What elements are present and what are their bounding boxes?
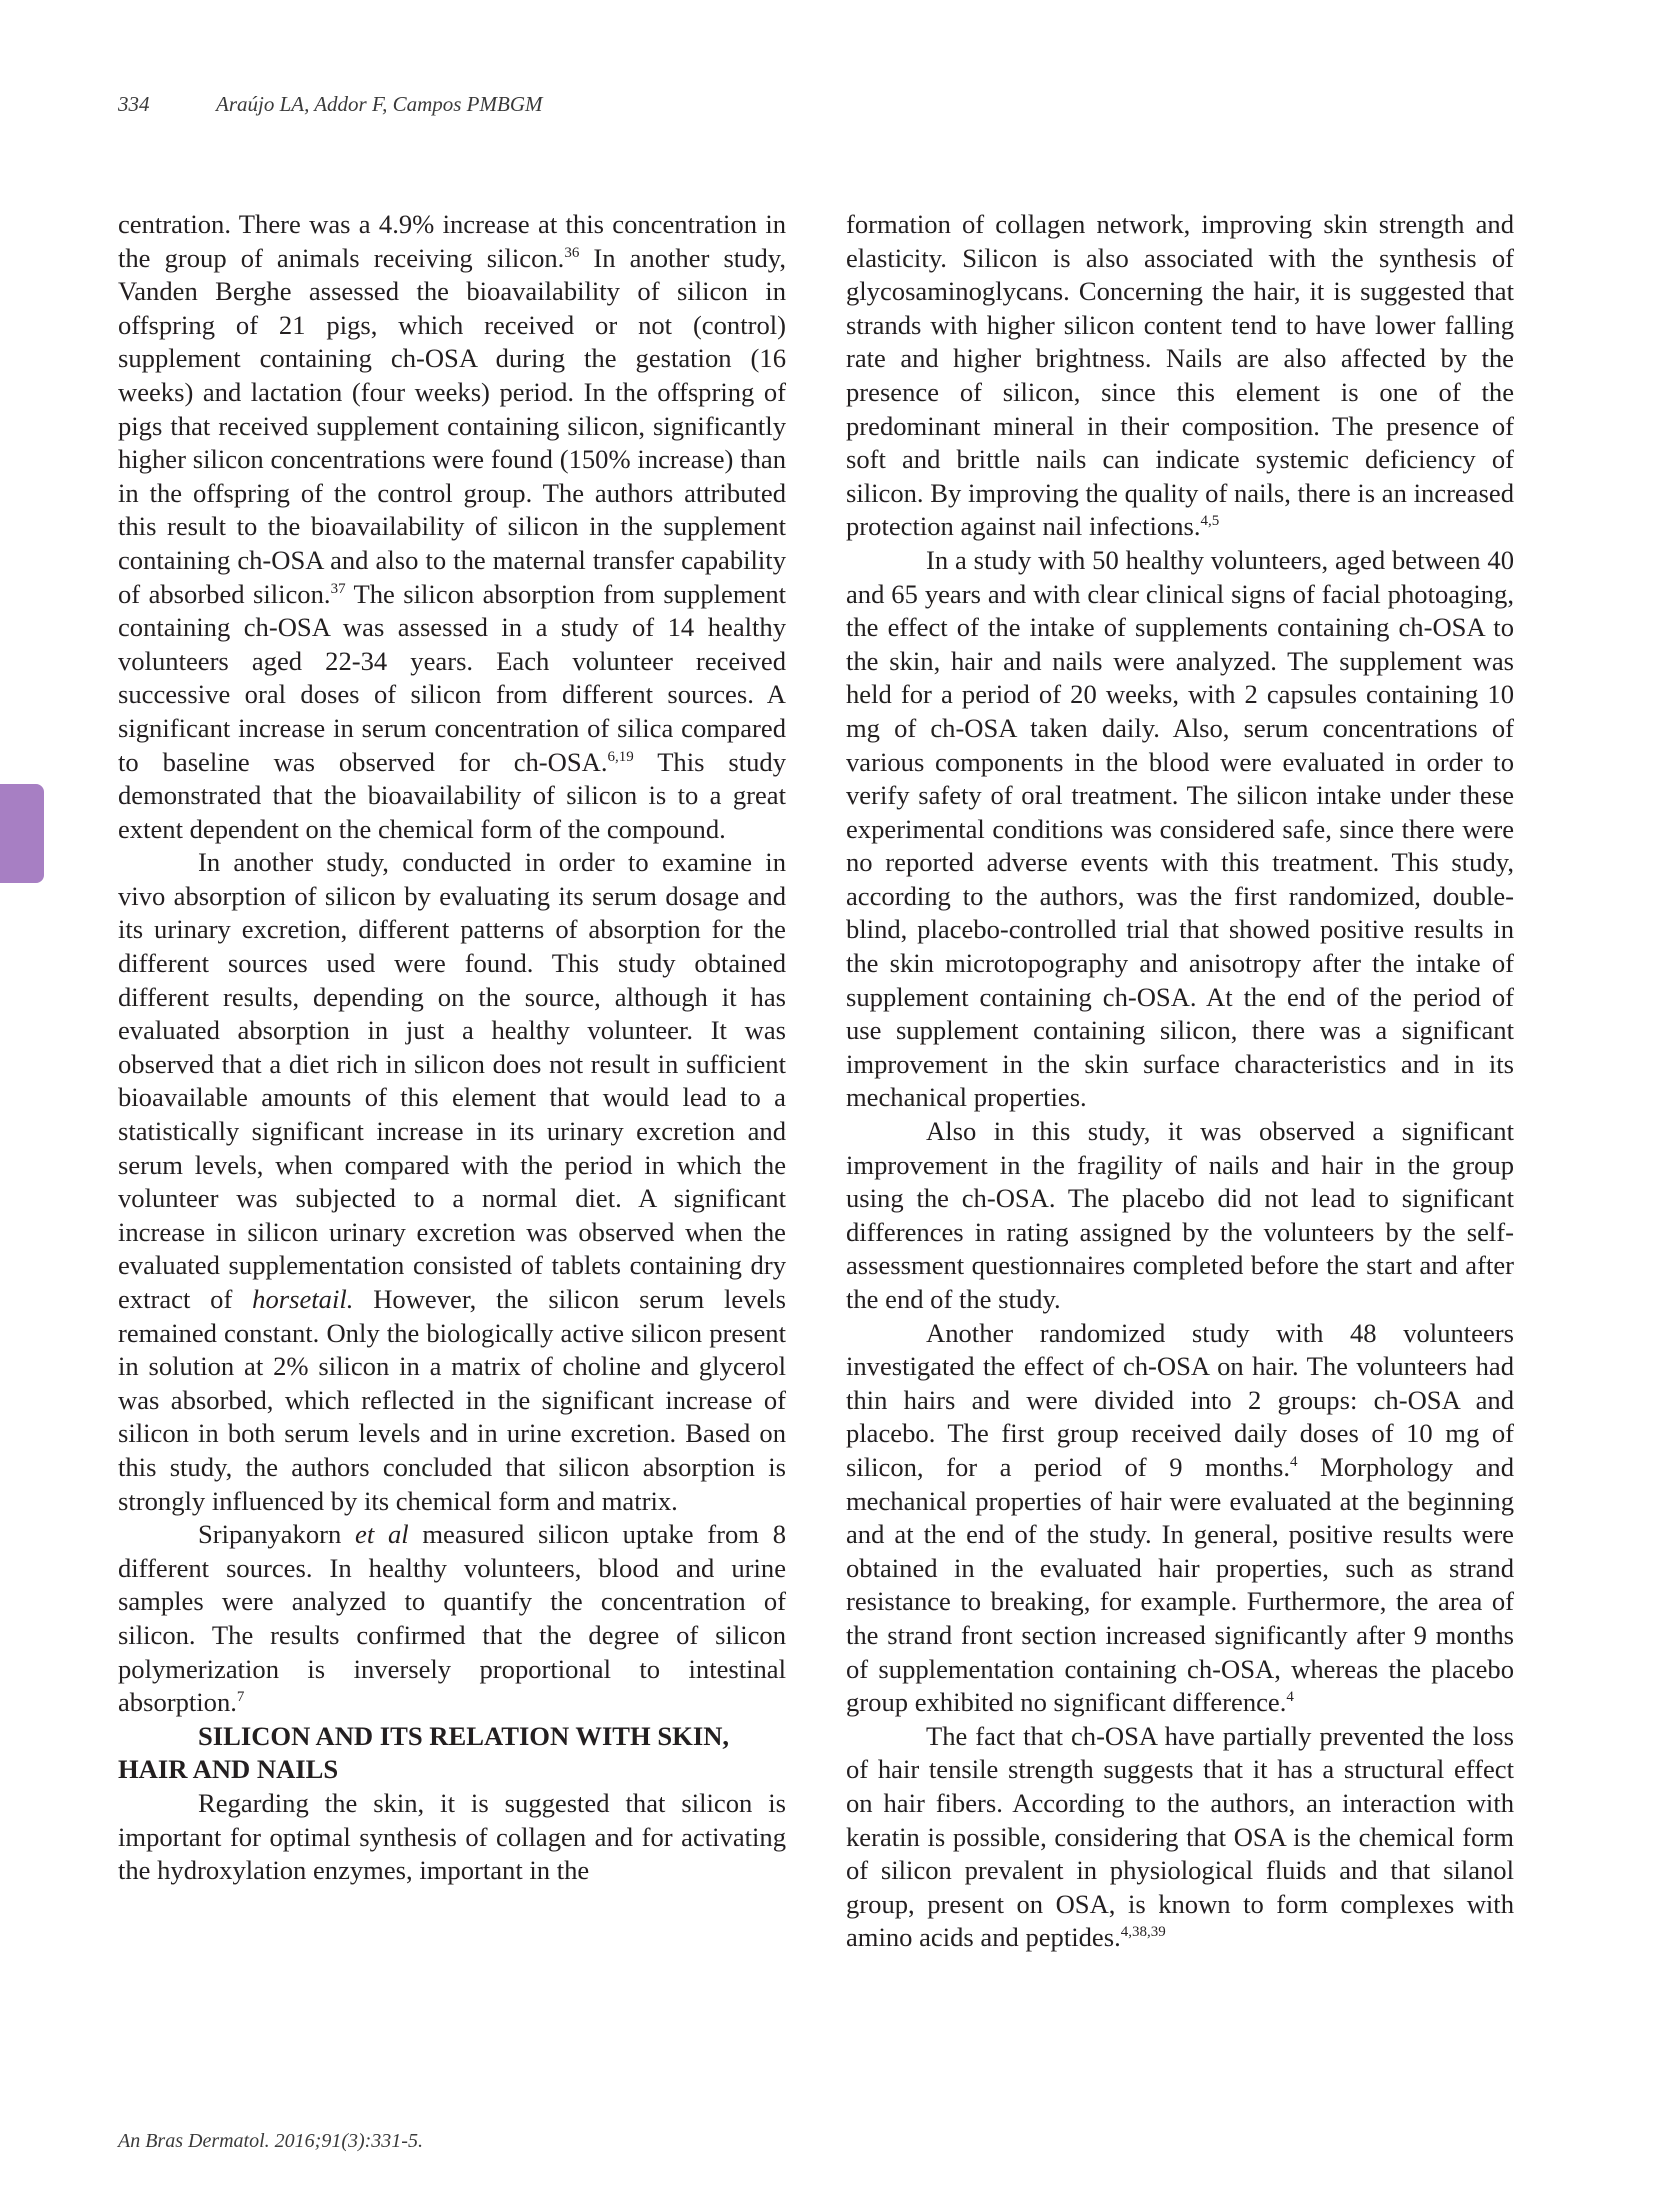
italic-term: et al (355, 1519, 409, 1550)
citation-ref: 4,38,39 (1120, 1924, 1166, 1941)
citation-ref: 4 (1290, 1454, 1298, 1471)
paragraph (846, 1115, 1514, 1317)
citation-ref: 4,5 (1200, 513, 1220, 530)
text-run: centration. There was a 4.9% increase at this concentration in the group of animals receiving silicon. (118, 209, 786, 273)
text-run: formation of collagen network, improving skin strength and elasticity. Silicon is also associated with the synthesis of glycosaminoglycans. Concerning the hair, it is suggested that strands with higher silicon content tend to have lower falling rate and higher brightness. Nails are also affected by the presence of silicon, since this element is one of the predominant mineral in their composition. The presence of soft and brittle nails can indicate systemic deficiency of silicon. By improving the quality of nails, there is an increased protection against nail infections. (846, 209, 1514, 542)
text-run: The fact that ch-OSA have partially prevented the loss of hair tensile strength suggests that it has a structural effect on hair fibers. According to the authors, an interaction with keratin is possible, considering that OSA is the chemical form of silicon prevalent in physiological fluids and that silanol group, present on OSA, is known to form complexes with amino acids and peptides. (846, 1720, 1514, 1953)
text-run: Sripanyakorn (198, 1519, 356, 1550)
citation-ref: 4 (1286, 1689, 1294, 1706)
text-run: Morphology and mechanical properties of hair were evaluated at the beginning and at the end of the study. In general, positive results were obtained in the evaluated hair properties, such as strand resistance to breaking, for example. Furthermore, the area of the strand front section increased significantly after 9 months of supplementation containing ch-OSA, whereas the placebo group exhibited no significant difference. (846, 1451, 1514, 1718)
citation-ref: 6,19 (607, 748, 634, 765)
citation-ref: 36 (564, 244, 580, 261)
text-run: In another study, Vanden Berghe assessed the bioavailability of silicon in offspring of 21 pigs, which received or not (control) supplement containing ch-OSA during the gestation (16 weeks) and lactation (four weeks) period. In the offspring of pigs that received supplement containing silicon, significantly higher silicon concentrations were found (150% increase) than in the offspring of the control group. The authors attributed this result to the bioavailability of silicon in the supplement containing ch-OSA and also to the maternal transfer capability of absorbed silicon. (118, 242, 787, 609)
paragraph (118, 846, 786, 1518)
left-column (118, 208, 786, 1888)
text-run: Another randomized study with 48 volunteers investigated the effect of ch-OSA on hair. The volunteers had thin hairs and were divided into 2 groups: ch-OSA and placebo. The first group received daily doses of 10 mg of silicon, for a period of 9 months. (846, 1317, 1514, 1482)
right-column (846, 208, 1514, 1955)
paragraph (118, 1518, 786, 1720)
running-header (118, 92, 542, 117)
text-run: In another study, conducted in order to examine in vivo absorption of silicon by evaluating its serum dosage and its urinary excretion, different patterns of absorption for the different sources used were found. This study obtained different results, depending on the source, although it has evaluated absorption in just a healthy volunteer. It was observed that a diet rich in silicon does not result in sufficient bioavailable amounts of this element that would lead to a statistically significant increase in its urinary excretion and serum levels, when compared with the period in which the volunteer was subjected to a normal diet. A significant increase in silicon urinary excretion was observed when the evaluated supplementation consisted of tablets containing dry extract of (118, 847, 786, 1314)
italic-term: horsetail. (252, 1284, 354, 1314)
text-run: Regarding the skin, it is suggested that silicon is important for optimal synthesis of collagen and for activating the hydroxylation enzymes, important in the (118, 1787, 786, 1886)
text-run: However, the silicon serum levels remained constant. Only the biologically active silicon present in solution at 2% silicon in a matrix of choline and glycerol was absorbed, which reflected in the significant increase of silicon in both serum levels and in urine excretion. Based on this study, the authors concluded that silicon absorption is strongly influenced by its chemical form and matrix. (118, 1284, 786, 1516)
citation-ref: 7 (236, 1689, 245, 1706)
text-run: This study demonstrated that the bioavailability of silicon is to a great extent dependent on the chemical form of the compound. (118, 746, 786, 844)
section-heading: SILICON AND ITS RELATION WITH SKIN, HAIR AND NAILS (118, 1720, 730, 1785)
paragraph (846, 208, 1514, 544)
text-run: measured silicon uptake from 8 different sources. In healthy volunteers, blood and urine samples were analyzed to quantify the concentration of silicon. The results confirmed that the degree of silicon polymerization is inversely proportional to intestinal absorption. (118, 1519, 786, 1718)
section-side-tab (0, 784, 44, 883)
running-authors: Araújo LA, Addor F, Campos PMBGM (216, 92, 543, 116)
paragraph (846, 1317, 1514, 1720)
paragraph (846, 1720, 1514, 1955)
paragraph (846, 544, 1514, 1115)
journal-citation-footer: An Bras Dermatol. 2016;91(3):331-5. (118, 2130, 423, 2152)
paragraph (118, 208, 786, 846)
text-run: Also in this study, it was observed a significant improvement in the fragility of nails and hair in the group using the ch-OSA. The placebo did not lead to significant differences in rating assigned by the volunteers by the self-assessment questionnaires completed before the start and after the end of the study. (846, 1116, 1514, 1314)
text-run: In a study with 50 healthy volunteers, aged between 40 and 65 years and with clear clinical signs of facial photoaging, the effect of the intake of supplements containing ch-OSA to the skin, hair and nails were analyzed. The supplement was held for a period of 20 weeks, with 2 capsules containing 10 mg of ch-OSA taken daily. Also, serum concentrations of various components in the blood were evaluated in order to verify safety of oral treatment. The silicon intake under these experimental conditions was considered safe, since there were no reported adverse events with this treatment. This study, according to the authors, was the first randomized, double-blind, placebo-controlled trial that showed positive results in the skin microtopography and anisotropy after the intake of supplement containing ch-OSA. At the end of the period of use supplement containing silicon, there was a significant improvement in the skin surface characteristics and in its mechanical properties. (846, 544, 1514, 1113)
page-number: 334 (118, 92, 150, 116)
paragraph (118, 1787, 786, 1888)
text-run: The silicon absorption from supplement containing ch-OSA was assessed in a study of 14 healthy volunteers aged 22-34 years. Each volunteer received successive oral doses of silicon from different sources. A significant increase in serum concentration of silica compared to baseline was observed for ch-OSA. (118, 578, 787, 777)
citation-ref: 37 (330, 580, 346, 597)
